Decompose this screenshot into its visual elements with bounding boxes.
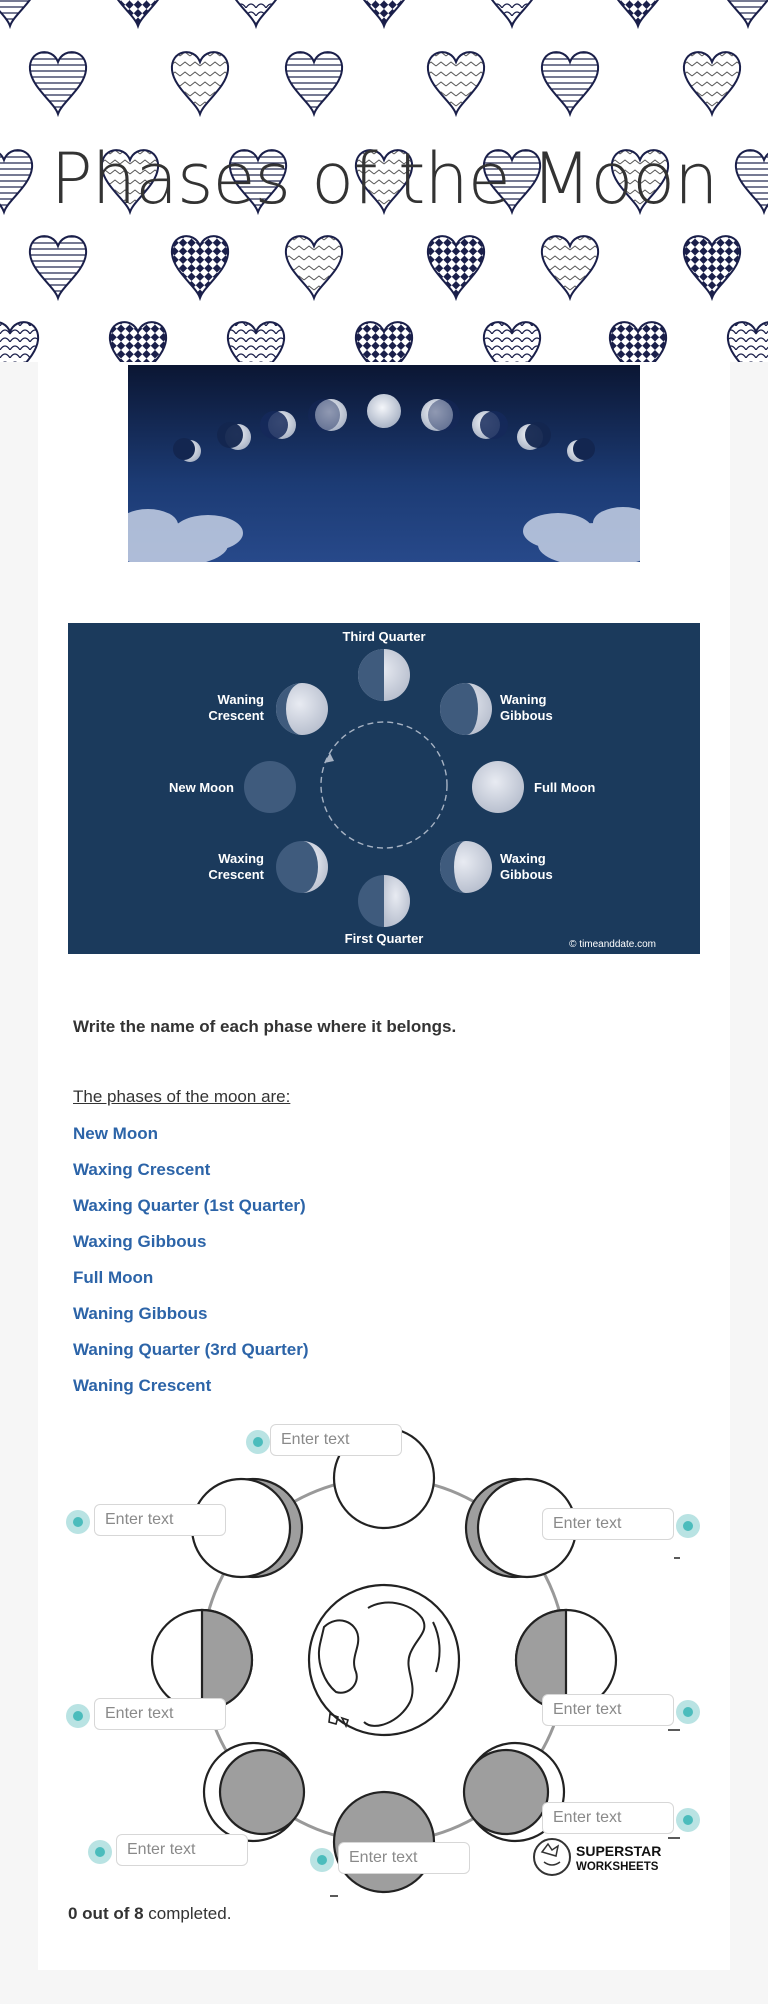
label-new-moon: New Moon: [169, 780, 234, 795]
answer-field-lower-left[interactable]: [116, 1834, 248, 1866]
answer-field-lower-right[interactable]: [542, 1802, 674, 1834]
label-full-moon: Full Moon: [534, 780, 596, 795]
answer-marker-4[interactable]: [66, 1704, 90, 1728]
label-waxing-gibbous-line2: Gibbous: [500, 867, 553, 882]
answer-marker-1[interactable]: [246, 1430, 270, 1454]
answer-marker-3[interactable]: [676, 1514, 700, 1538]
moon-phases-diagram: [68, 623, 700, 954]
phases-list-heading: The phases of the moon are:: [73, 1087, 291, 1106]
completion-suffix: completed.: [143, 1904, 232, 1923]
list-item: Waxing Crescent: [73, 1160, 211, 1179]
completion-status: [68, 1904, 231, 1924]
phases-list: [73, 1122, 309, 1410]
list-item: Waning Quarter (3rd Quarter): [73, 1340, 309, 1359]
answer-field-upper-left[interactable]: [94, 1504, 226, 1536]
list-item: Waxing Gibbous: [73, 1232, 207, 1251]
answer-marker-6[interactable]: [676, 1808, 700, 1832]
instructions-text: Write the name of each phase where it belongs.: [73, 1017, 457, 1036]
label-first-quarter: First Quarter: [344, 931, 424, 946]
superstar-worksheets-logo: [534, 1839, 661, 1875]
label-waxing-crescent-line2: Crescent: [208, 867, 264, 882]
label-waning-crescent-line2: Crescent: [208, 708, 264, 723]
label-waxing-gibbous-line1: Waxing: [500, 851, 546, 866]
answer-marker-8[interactable]: [310, 1848, 334, 1872]
image-credit: © timeanddate.com: [569, 939, 656, 950]
answer-field-right[interactable]: [542, 1694, 674, 1726]
answer-marker-7[interactable]: [88, 1840, 112, 1864]
answer-field-top[interactable]: [270, 1424, 402, 1456]
answer-field-bottom[interactable]: [338, 1842, 470, 1874]
header-banner: [0, 0, 768, 362]
label-waning-crescent-line1: Waning: [217, 692, 264, 707]
answer-marker-2[interactable]: [66, 1510, 90, 1534]
label-waning-gibbous-line1: Waning: [500, 692, 547, 707]
list-item: Full Moon: [73, 1268, 154, 1287]
list-item: Waning Crescent: [73, 1376, 212, 1395]
answer-marker-5[interactable]: [676, 1700, 700, 1724]
answer-field-upper-right[interactable]: [542, 1508, 674, 1540]
worksheet-card: [38, 362, 730, 1970]
label-waning-gibbous-line2: Gibbous: [500, 708, 553, 723]
list-item: New Moon: [73, 1124, 158, 1143]
answer-field-left[interactable]: [94, 1698, 226, 1730]
moon-phases-banner-image: [128, 365, 640, 562]
logo-line-2: WORKSHEETS: [576, 1861, 659, 1873]
moon-phase-worksheet: [38, 1422, 730, 1942]
page-title: Phases of the Moon: [50, 138, 718, 220]
label-third-quarter: Third Quarter: [342, 629, 426, 644]
completion-count: 0 out of 8: [68, 1904, 144, 1923]
list-item: Waning Gibbous: [73, 1304, 208, 1323]
logo-line-1: SUPERSTAR: [576, 1843, 662, 1859]
label-waxing-crescent-line1: Waxing: [218, 851, 264, 866]
list-item: Waxing Quarter (1st Quarter): [73, 1196, 306, 1215]
